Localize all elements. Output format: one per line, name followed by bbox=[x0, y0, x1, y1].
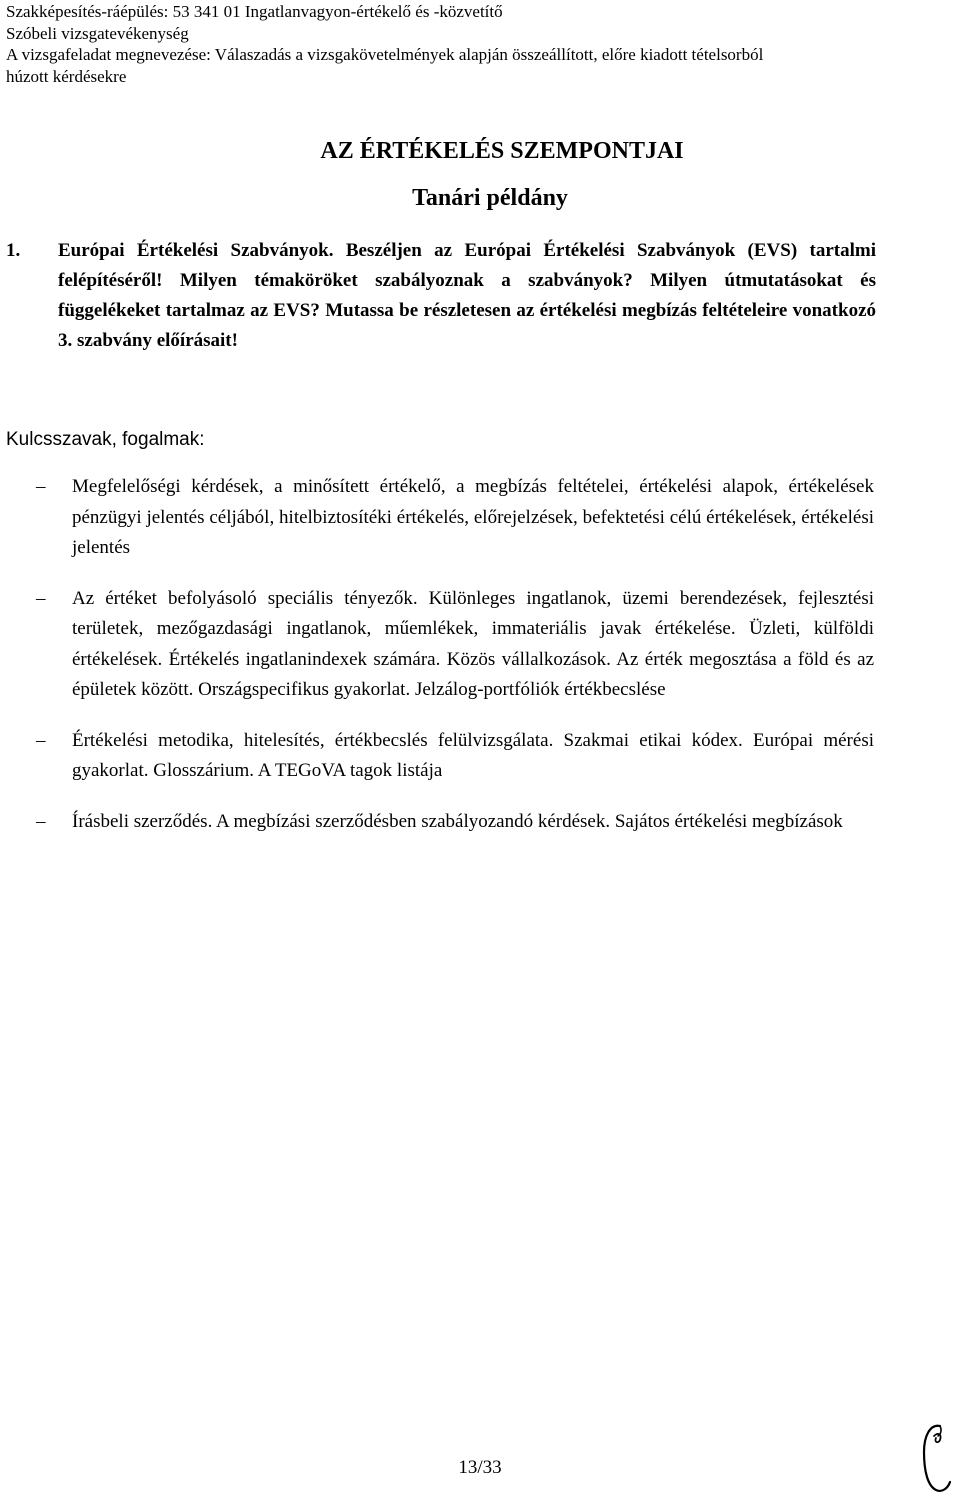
header-exam-activity: Szóbeli vizsgatevékenység bbox=[6, 23, 189, 43]
list-item bbox=[36, 807, 874, 838]
exam-question bbox=[6, 236, 876, 356]
page-number-text: 13/33 bbox=[458, 1457, 502, 1478]
list-item-text: Értékelési metodika, hitelesítés, értékbecslés felülvizsgálata. Szakmai etikai kódex. Európai mérési gyakorlat. Glosszárium. A TEGoVA tagok listája bbox=[72, 729, 874, 781]
signature-icon bbox=[914, 1416, 954, 1496]
list-item bbox=[36, 726, 874, 787]
page-number bbox=[0, 1454, 960, 1482]
list-item-text: Megfelelőségi kérdések, a minősített értékelő, a megbízás feltételei, értékelési alapok, értékelések pénzügyi jelentés céljából, hitelbiztosítéki értékelés, előrejelzések, befektetési célú értékelések, értékelési jelentés bbox=[72, 476, 874, 558]
page-header bbox=[6, 1, 946, 87]
dash-bullet: – bbox=[36, 729, 46, 751]
list-item-text: Írásbeli szerződés. A megbízási szerződésben szabályozandó kérdések. Sajátos értékelési megbízások bbox=[72, 810, 843, 832]
list-item-text: Az értéket befolyásoló speciális tényezők. Különleges ingatlanok, üzemi berendezések, fejlesztési területek, mezőgazdasági ingatlanok, műemlékek, immateriális javak értékelése. Üzleti, külföldi értékelések. Értékelés ingatlanindexek számára. Közös vállalkozások. Az érték megosztása a föld és az épületek között. Országspecifikus gyakorlat. Jelzálog-portfóliók értékbecslése bbox=[72, 587, 874, 700]
question-number: 1. bbox=[6, 240, 21, 261]
keywords-heading: Kulcsszavak, fogalmak: bbox=[6, 429, 205, 450]
dash-bullet: – bbox=[36, 476, 46, 497]
header-task-name-continued: húzott kérdésekre bbox=[6, 66, 127, 86]
dash-bullet: – bbox=[36, 587, 46, 609]
keywords-list bbox=[0, 472, 960, 857]
question-text: Európai Értékelési Szabványok. Beszéljen az Európai Értékelési Szabványok (EVS) tartalmi felépítéséről! Milyen témaköröket szabályoznak a szabványok? Milyen útmutatásokat és függelékeket tartalmaz az EVS? Mutassa be részletesen az értékelési megbízás feltételeire vonatkozó 3. szabvány előírásait! bbox=[58, 240, 876, 351]
list-item bbox=[36, 584, 874, 706]
header-task-name: A vizsgafeladat megnevezése: Válaszadás a vizsgakövetelmények alapján összeállított, előre kiadott tételsorból bbox=[6, 45, 764, 64]
header-qualification: Szakképesítés-ráépülés: 53 341 01 Ingatlanvagyon-értékelő és -közvetítő bbox=[6, 2, 503, 21]
page-subtitle: Tanári példány bbox=[412, 185, 568, 211]
list-item bbox=[36, 472, 874, 564]
page-title: AZ ÉRTÉKELÉS SZEMPONTJAI bbox=[320, 138, 684, 164]
dash-bullet: – bbox=[36, 810, 46, 832]
